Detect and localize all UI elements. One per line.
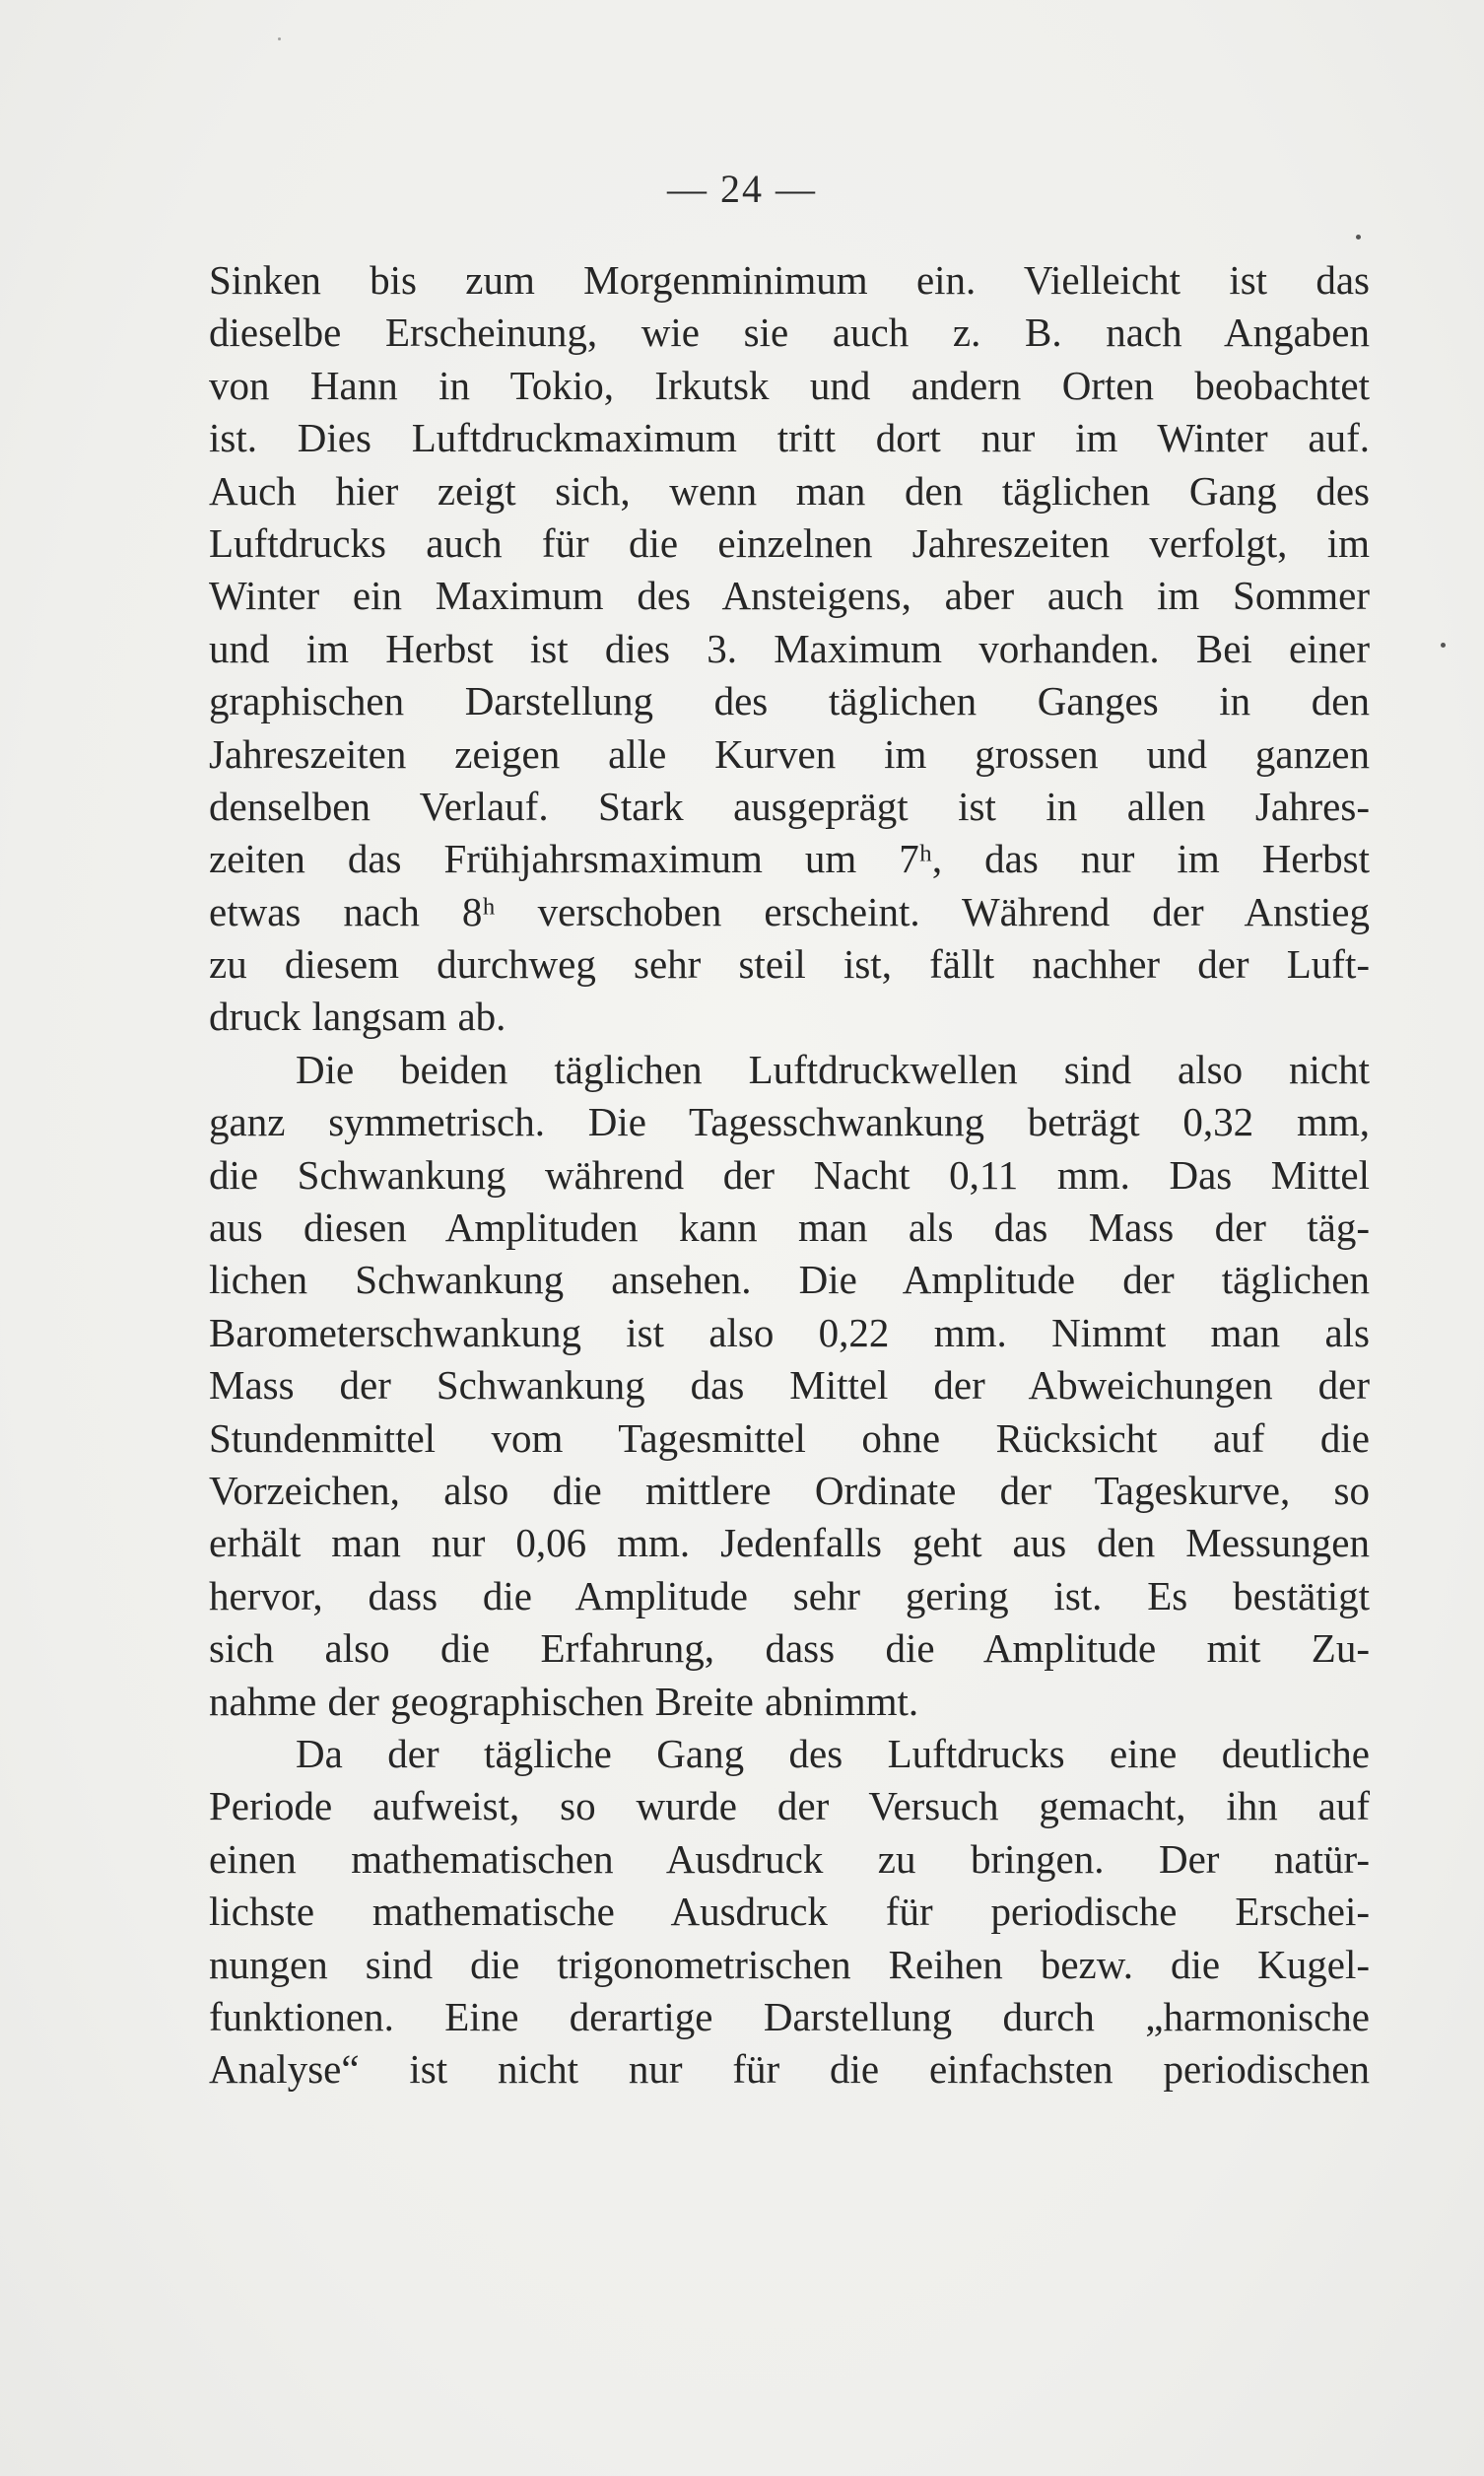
text-line: erhält man nur 0,06 mm. Jedenfalls geht aus den Messungen — [209, 1520, 1370, 1566]
text-line: graphischen Darstellung des täglichen Ganges in den — [209, 678, 1370, 724]
text-line: druck langsam ab. — [209, 994, 506, 1040]
text-line: Periode aufweist, so wurde der Versuch gemacht, ihn auf — [209, 1783, 1370, 1829]
text-line: Sinken bis zum Morgenminimum ein. Vielleicht ist das — [209, 257, 1370, 303]
text-line: Barometerschwankung ist also 0,22 mm. Nimmt man als — [209, 1309, 1370, 1355]
paper-speck — [278, 37, 281, 40]
body-text — [209, 254, 1370, 2097]
text-line: Winter ein Maximum des Ansteigens, aber auch im Sommer — [209, 573, 1370, 619]
text-line: dieselbe Erscheinung, wie sie auch z. B. nach Angaben — [209, 310, 1370, 356]
text-line: Mass der Schwankung das Mittel der Abweichungen der — [209, 1362, 1370, 1409]
text-line: ganz symmetrisch. Die Tagesschwankung beträgt 0,32 mm, — [209, 1099, 1370, 1145]
text-line: Jahreszeiten zeigen alle Kurven im grossen und ganzen — [209, 730, 1370, 777]
text-line: Auch hier zeigt sich, wenn man den täglichen Gang des — [209, 467, 1370, 514]
text-line: funktionen. Eine derartige Darstellung durch „harmonische — [209, 1993, 1370, 2039]
text-line: lichste mathematische Ausdruck für periodische Erschei- — [209, 1889, 1370, 1935]
text-line: Vorzeichen, also die mittlere Ordinate der Tageskurve, so — [209, 1467, 1370, 1513]
text-line: die Schwankung während der Nacht 0,11 mm. Das Mittel — [209, 1151, 1370, 1198]
text-line: einen mathematischen Ausdruck zu bringen. Der natür- — [209, 1835, 1370, 1882]
text-line: nahme der geographischen Breite abnimmt. — [209, 1678, 919, 1724]
text-line: und im Herbst ist dies 3. Maximum vorhanden. Bei einer — [209, 625, 1370, 671]
text-line: zeiten das Frühjahrsmaximum um 7ʰ, das nur im Herbst — [209, 836, 1370, 882]
paper-speck — [1441, 643, 1446, 648]
text-line: Die beiden täglichen Luftdruckwellen sind also nicht — [296, 1046, 1370, 1092]
text-line: nungen sind die trigonometrischen Reihen bezw. die Kugel- — [209, 1941, 1370, 1987]
paper-speck — [1356, 235, 1361, 240]
text-line: Da der tägliche Gang des Luftdrucks eine deutliche — [296, 1730, 1370, 1776]
text-line: sich also die Erfahrung, dass die Amplitude mit Zu- — [209, 1625, 1370, 1672]
text-line: Luftdrucks auch für die einzelnen Jahreszeiten verfolgt, im — [209, 519, 1370, 566]
text-line: zu diesem durchweg sehr steil ist, fällt nachher der Luft- — [209, 941, 1370, 988]
text-line: hervor, dass die Amplitude sehr gering ist. Es bestätigt — [209, 1572, 1370, 1618]
text-line: Stundenmittel vom Tagesmittel ohne Rücksicht auf die — [209, 1414, 1370, 1461]
text-line: ist. Dies Luftdruckmaximum tritt dort nur im Winter auf. — [209, 415, 1370, 461]
text-line: denselben Verlauf. Stark ausgeprägt ist in allen Jahres- — [209, 783, 1370, 829]
text-line: lichen Schwankung ansehen. Die Amplitude der täglichen — [209, 1257, 1370, 1303]
text-line: von Hann in Tokio, Irkutsk und andern Orten beobachtet — [209, 362, 1370, 408]
text-line: Analyse“ ist nicht nur für die einfachsten periodischen — [209, 2046, 1370, 2093]
text-line: etwas nach 8ʰ verschoben erscheint. Während der Anstieg — [209, 888, 1370, 934]
page-number: — 24 — — [667, 167, 817, 211]
text-line: aus diesen Amplituden kann man als das Mass der täg- — [209, 1204, 1370, 1251]
